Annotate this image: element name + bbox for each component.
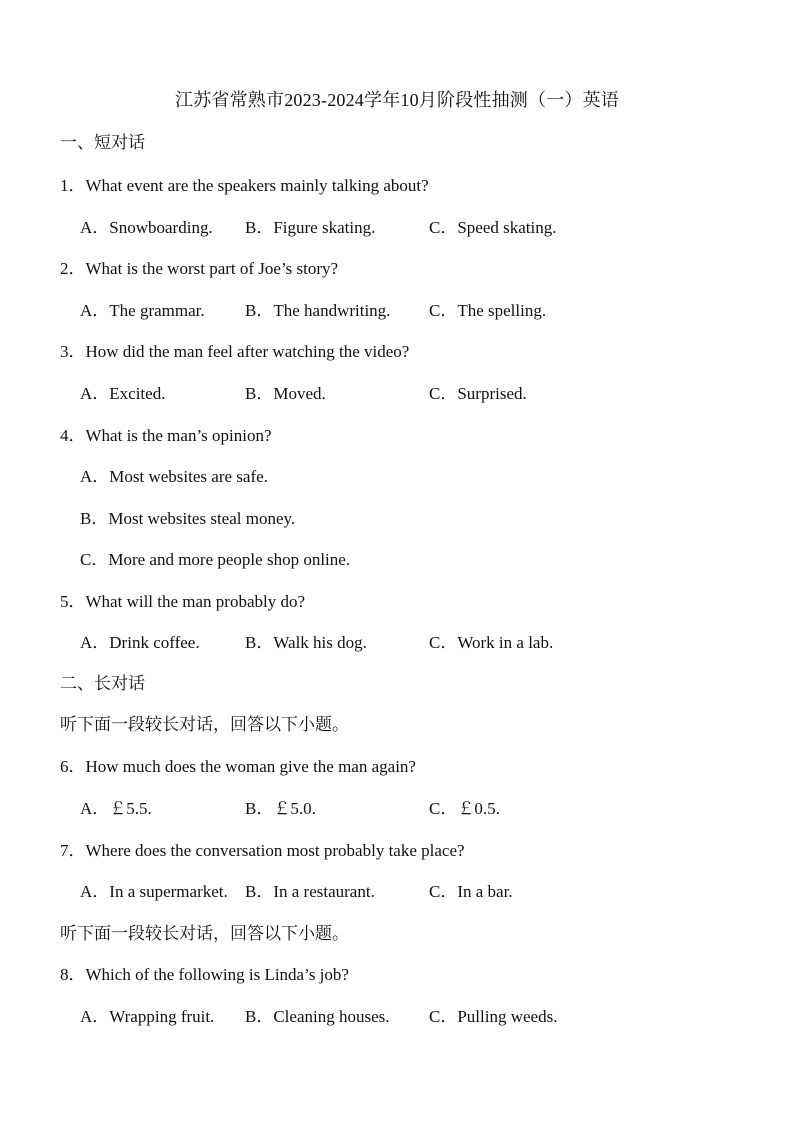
section-heading-long-dialogues: 二、长对话 [60, 674, 145, 693]
question-4-option-b: B．Most websites steal money. [80, 509, 296, 528]
question-2-option-b: B．The handwriting. [245, 301, 391, 320]
question-5-option-a: A．Drink coffee. [80, 633, 200, 652]
question-8-stem: 8．Which of the following is Linda’s job? [60, 965, 349, 984]
question-6-option-b: B．￡5.0. [245, 799, 316, 818]
question-3-option-a: A．Excited. [80, 384, 166, 403]
instruction-text: 听下面一段较长对话，回答以下小题。 [60, 924, 349, 943]
question-1-option-b: B．Figure skating. [245, 218, 376, 237]
question-7-option-a: A．In a supermarket. [80, 882, 228, 901]
section-heading-short-dialogues: 一、短对话 [60, 133, 145, 152]
question-2-option-a: A．The grammar. [80, 301, 205, 320]
question-1-option-a: A．Snowboarding. [80, 218, 213, 237]
instruction-text: 听下面一段较长对话，回答以下小题。 [60, 715, 349, 734]
question-2-option-c: C．The spelling. [429, 301, 547, 320]
question-1-option-c: C．Speed skating. [429, 218, 557, 237]
question-6-stem: 6．How much does the woman give the man again? [60, 757, 416, 776]
question-4-option-c: C．More and more people shop online. [80, 550, 351, 569]
question-3-stem: 3．How did the man feel after watching the video? [60, 342, 410, 361]
question-1-stem: 1．What event are the speakers mainly talking about? [60, 176, 429, 195]
question-6-option-a: A．￡5.5. [80, 799, 152, 818]
question-4-stem: 4．What is the man’s opinion? [60, 426, 272, 445]
question-7-option-b: B．In a restaurant. [245, 882, 375, 901]
question-4-option-a: A．Most websites are safe. [80, 467, 268, 486]
question-8-option-a: A．Wrapping fruit. [80, 1007, 215, 1026]
question-6-option-c: C．￡0.5. [429, 799, 500, 818]
question-3-option-c: C．Surprised. [429, 384, 527, 403]
question-3-option-b: B．Moved. [245, 384, 326, 403]
question-7-option-c: C．In a bar. [429, 882, 513, 901]
question-8-option-c: C．Pulling weeds. [429, 1007, 558, 1026]
question-5-option-c: C．Work in a lab. [429, 633, 554, 652]
question-5-option-b: B．Walk his dog. [245, 633, 367, 652]
question-5-stem: 5．What will the man probably do? [60, 592, 306, 611]
question-2-stem: 2．What is the worst part of Joe’s story? [60, 259, 339, 278]
question-8-option-b: B．Cleaning houses. [245, 1007, 390, 1026]
page-title: 江苏省常熟市2023-2024学年10月阶段性抽测（一）英语 [175, 90, 619, 110]
question-7-stem: 7．Where does the conversation most probably take place? [60, 841, 465, 860]
